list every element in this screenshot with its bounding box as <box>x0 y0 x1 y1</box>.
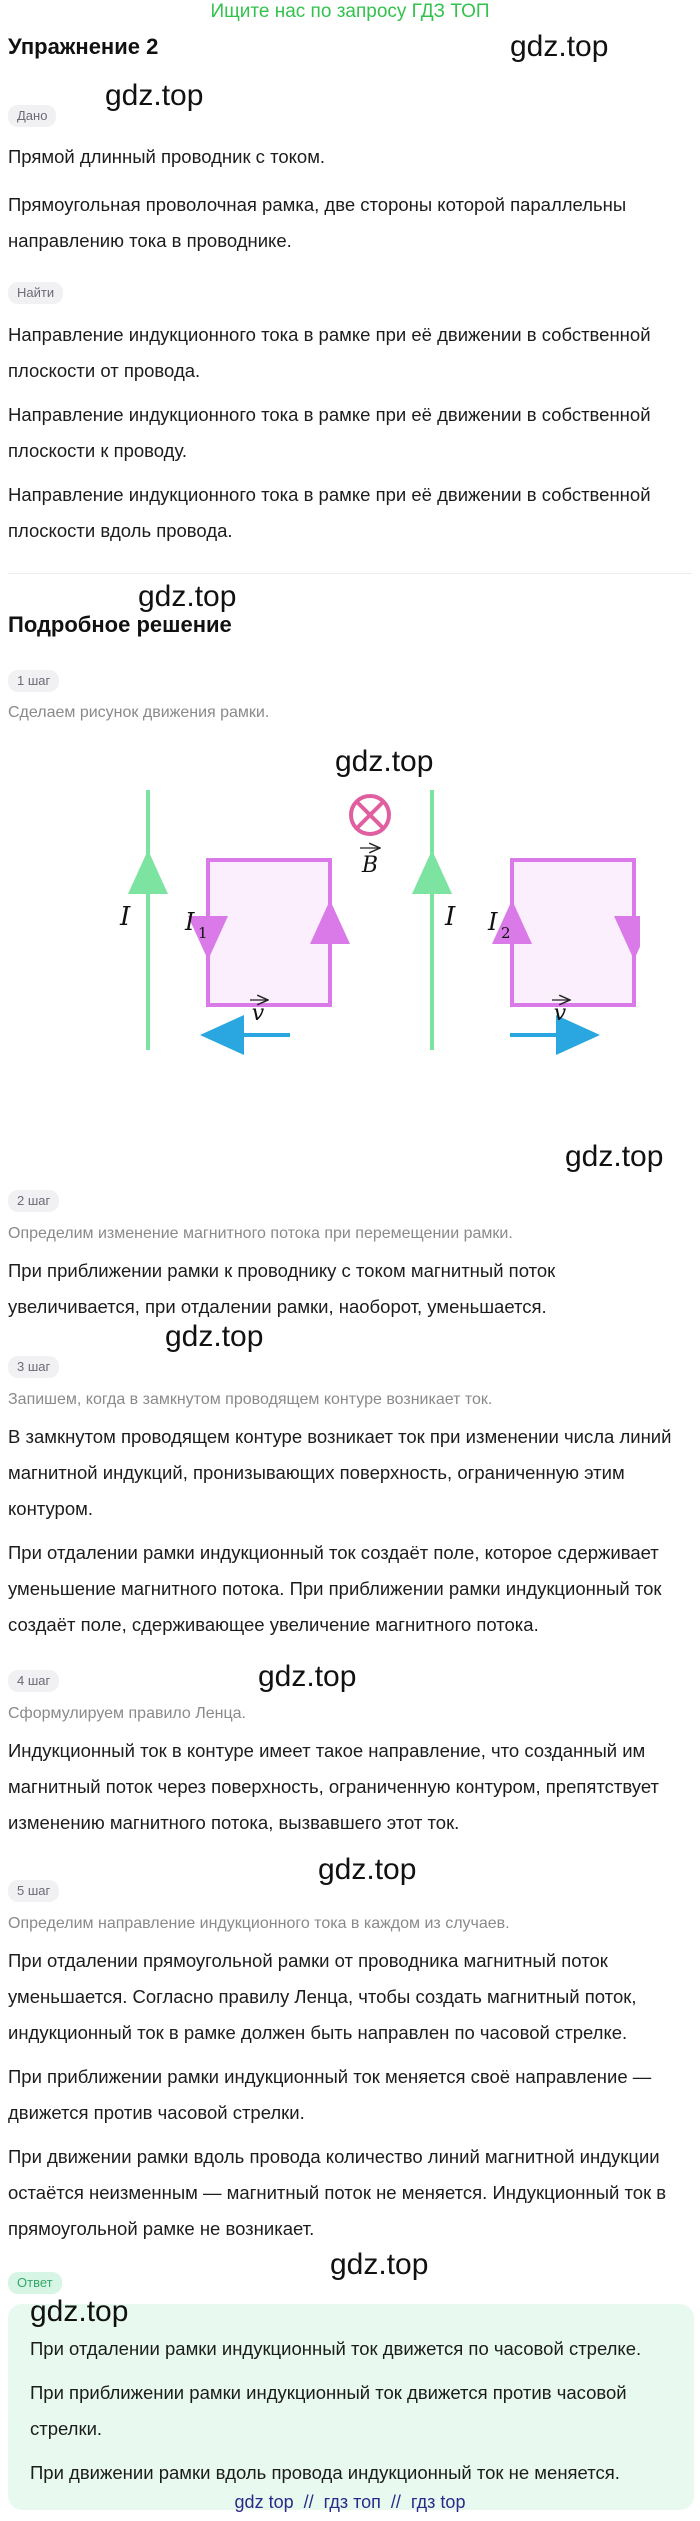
current-right-label: I <box>488 908 498 936</box>
footer-links[interactable]: gdz top // гдз топ // гдз top <box>234 2492 466 2512</box>
step-text: индукционный ток в рамке должен быть направлен по часовой стрелке. <box>8 2022 628 2043</box>
watermark: gdz.top <box>258 1660 357 1693</box>
frame-left <box>208 860 330 1005</box>
step-hint: Сделаем рисунок движения рамки. <box>8 704 270 721</box>
answer-line: При приближении рамки индукционный ток движется против часовой <box>30 2382 627 2403</box>
step-text: уменьшение магнитного потока. При приближении рамки индукционный ток <box>8 1578 662 1599</box>
step-text: прямоугольной рамке не возникает. <box>8 2218 315 2239</box>
find-line: плоскости к проводу. <box>8 440 188 461</box>
velocity-right-label: v <box>553 1001 567 1026</box>
watermark: gdz.top <box>330 2248 429 2281</box>
frame-motion-figure <box>80 780 640 1070</box>
step-text: При отдалении прямоугольной рамки от проводника магнитный поток <box>8 1950 608 1971</box>
step-text: При приближении рамки индукционный ток меняется своё направление — <box>8 2066 652 2087</box>
step-badge: 5 шаг <box>8 1880 59 1902</box>
step-text: остаётся неизменным — магнитный поток не меняется. Индукционный ток в <box>8 2182 667 2203</box>
step-badge: 3 шаг <box>8 1356 59 1378</box>
current-left-label: I <box>185 908 195 936</box>
watermark: gdz.top <box>318 1853 417 1886</box>
answer-badge: Ответ <box>8 2272 62 2294</box>
step-text: При отдалении рамки индукционный ток создаёт поле, которое сдерживает <box>8 1542 659 1563</box>
frame-right <box>512 860 634 1005</box>
find-badge: Найти <box>8 282 63 304</box>
answer-line: стрелки. <box>30 2418 103 2439</box>
step-text: При приближении рамки к проводнику с током магнитный поток <box>8 1260 556 1281</box>
step-text: Индукционный ток в контуре имеет такое направление, что созданный им <box>8 1740 646 1761</box>
current-left-subscript: 1 <box>198 924 208 942</box>
section-divider <box>8 573 692 574</box>
step-text: движется против часовой стрелки. <box>8 2102 305 2123</box>
find-line: Направление индукционного тока в рамке при её движении в собственной <box>8 324 651 345</box>
given-line: Прямой длинный проводник с током. <box>8 146 326 167</box>
step-text: увеличивается, при отдалении рамки, наоборот, уменьшается. <box>8 1296 547 1317</box>
step-hint: Сформулируем правило Ленца. <box>8 1705 246 1722</box>
step-hint: Запишем, когда в замкнутом проводящем контуре возникает ток. <box>8 1391 493 1408</box>
step-text: уменьшается. Согласно правилу Ленца, чтобы создать магнитный поток, <box>8 1986 637 2007</box>
watermark: gdz.top <box>565 1140 664 1173</box>
step-badge: 2 шаг <box>8 1190 59 1212</box>
given-badge: Дано <box>8 105 56 127</box>
find-line: Направление индукционного тока в рамке при её движении в собственной <box>8 484 651 505</box>
wire-right-label: I <box>445 902 456 932</box>
step-text: изменению магнитного потока, вызвавшего этот ток. <box>8 1812 460 1833</box>
wire-left-label: I <box>120 902 131 932</box>
answer-line: При движении рамки вдоль провода индукционный ток не меняется. <box>30 2462 620 2483</box>
find-line: плоскости вдоль провода. <box>8 520 233 541</box>
search-banner[interactable]: Ищите нас по запросу ГДЗ ТОП <box>210 1 490 22</box>
watermark: gdz.top <box>105 79 204 112</box>
answer-line: При отдалении рамки индукционный ток движется по часовой стрелке. <box>30 2338 642 2359</box>
velocity-left-label: v <box>251 1001 265 1026</box>
find-line: плоскости от провода. <box>8 360 201 381</box>
watermark: gdz.top <box>335 745 434 778</box>
step-hint: Определим изменение магнитного потока при перемещении рамки. <box>8 1225 513 1242</box>
solution-title: Подробное решение <box>8 612 232 637</box>
given-line: направлению тока в проводнике. <box>8 230 292 251</box>
step-badge: 4 шаг <box>8 1670 59 1692</box>
watermark: gdz.top <box>510 30 609 63</box>
step-text: В замкнутом проводящем контуре возникает ток при изменении числа линий <box>8 1426 672 1447</box>
step-text: магнитной индукций, пронизывающих поверхность, ограниченную этим <box>8 1462 625 1483</box>
step-hint: Определим направление индукционного тока в каждом из случаев. <box>8 1915 510 1932</box>
exercise-title: Упражнение 2 <box>8 34 159 59</box>
step-text: создаёт поле, сдерживающее увеличение магнитного потока. <box>8 1614 539 1635</box>
watermark: gdz.top <box>30 2295 129 2328</box>
given-line: Прямоугольная проволочная рамка, две стороны которой параллельны <box>8 194 627 215</box>
field-label: B <box>361 853 379 878</box>
watermark: gdz.top <box>165 1320 264 1353</box>
current-right-subscript: 2 <box>501 924 511 942</box>
step-text: контуром. <box>8 1498 93 1519</box>
step-text: магнитный поток через поверхность, ограниченную контуром, препятствует <box>8 1776 659 1797</box>
find-line: Направление индукционного тока в рамке при её движении в собственной <box>8 404 651 425</box>
watermark: gdz.top <box>138 580 237 613</box>
step-badge: 1 шаг <box>8 670 59 692</box>
step-text: При движении рамки вдоль провода количество линий магнитной индукции <box>8 2146 660 2167</box>
